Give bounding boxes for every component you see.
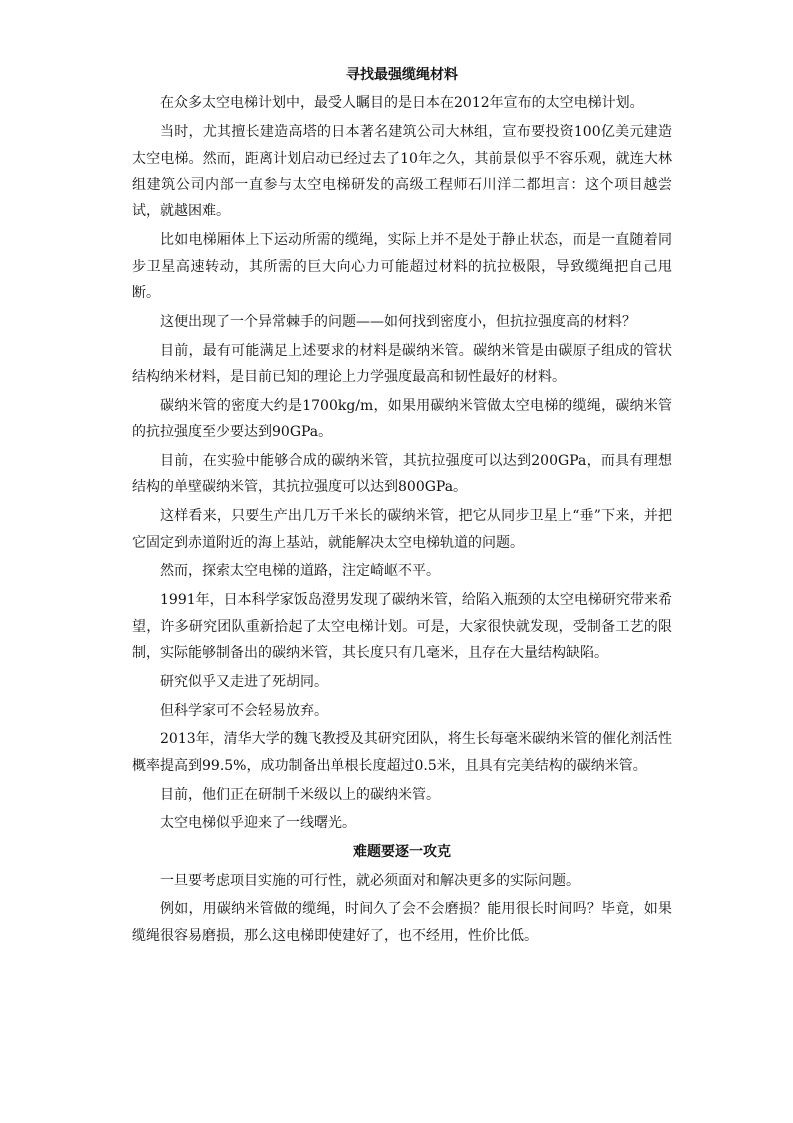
paragraph: 然而，探索太空电梯的道路，注定崎岖不平。 bbox=[160, 563, 440, 580]
paragraph: 这样看来，只要生产出几万千米长的碳纳米管，把它从同步卫星上“垂”下来，并把它固定到赤道附近的海上基站，就能解决太空电梯轨道的问题。 bbox=[132, 508, 672, 551]
paragraph: 在众多太空电梯计划中，最受人瞩目的是日本在2012年宣布的太空电梯计划。 bbox=[160, 95, 644, 112]
paragraph: 1991年，日本科学家饭岛澄男发现了碳纳米管，给陷入瓶颈的太空电梯研究带来希望，许多研究团队重新拾起了太空电梯计划。可是，大家很快就发现，受制备工艺的限制，实际能够制备出的碳纳米管，其长度只有几毫米，且存在大量结构缺陷。 bbox=[132, 592, 672, 662]
paragraph: 比如电梯厢体上下运动所需的缆绳，实际上并不是处于静止状态，而是一直随着同步卫星高速转动，其所需的巨大向心力可能超过材料的抗拉极限，导致缆绳把自己甩断。 bbox=[132, 232, 672, 302]
article-title: 寻找最强缆绳材料 bbox=[346, 67, 458, 83]
paragraph: 目前，在实验中能够合成的碳纳米管，其抗拉强度可以达到200GPa，而具有理想结构的单壁碳纳米管，其抗拉强度可以达到800GPa。 bbox=[132, 453, 672, 496]
paragraph: 太空电梯似乎迎来了一线曙光。 bbox=[160, 815, 356, 832]
paragraph: 研究似乎又走进了死胡同。 bbox=[160, 673, 328, 690]
paragraph: 例如，用碳纳米管做的缆绳，时间久了会不会磨损？能用很长时间吗？毕竟，如果缆绳很容易磨损，那么这电梯即使建好了，也不经用，性价比低。 bbox=[132, 901, 672, 944]
section-heading: 难题要逐一攻克 bbox=[353, 844, 451, 861]
paragraph: 这便出现了一个异常棘手的问题——如何找到密度小，但抗拉强度高的材料？ bbox=[160, 313, 636, 330]
document-body bbox=[132, 62, 672, 952]
paragraph: 2013年，清华大学的魏飞教授及其研究团队，将生长每毫米碳纳米管的催化剂活性概率提高到99.5%，成功制备出单根长度超过0.5米，且具有完美结构的碳纳米管。 bbox=[132, 731, 672, 774]
paragraph: 当时，尤其擅长建造高塔的日本著名建筑公司大林组，宣布要投资100亿美元建造太空电梯。然而，距离计划启动已经过去了10年之久，其前景似乎不容乐观，就连大林组建筑公司内部一直参与太空电梯研发的高级工程师石川洋二都坦言：这个项目越尝试，就越困难。 bbox=[132, 124, 672, 220]
paragraph: 目前，最有可能满足上述要求的材料是碳纳米管。碳纳米管是由碳原子组成的管状结构纳米材料，是目前已知的理论上力学强度最高和韧性最好的材料。 bbox=[132, 342, 672, 386]
paragraph: 碳纳米管的密度大约是1700kg/m，如果用碳纳米管做太空电梯的缆绳，碳纳米管的抗拉强度至少要达到90GPa。 bbox=[132, 397, 672, 441]
paragraph: 目前，他们正在研制千米级以上的碳纳米管。 bbox=[160, 786, 440, 803]
paragraph: 一旦要考虑项目实施的可行性，就必须面对和解决更多的实际问题。 bbox=[160, 872, 580, 889]
paragraph: 但科学家可不会轻易放弃。 bbox=[160, 702, 328, 719]
